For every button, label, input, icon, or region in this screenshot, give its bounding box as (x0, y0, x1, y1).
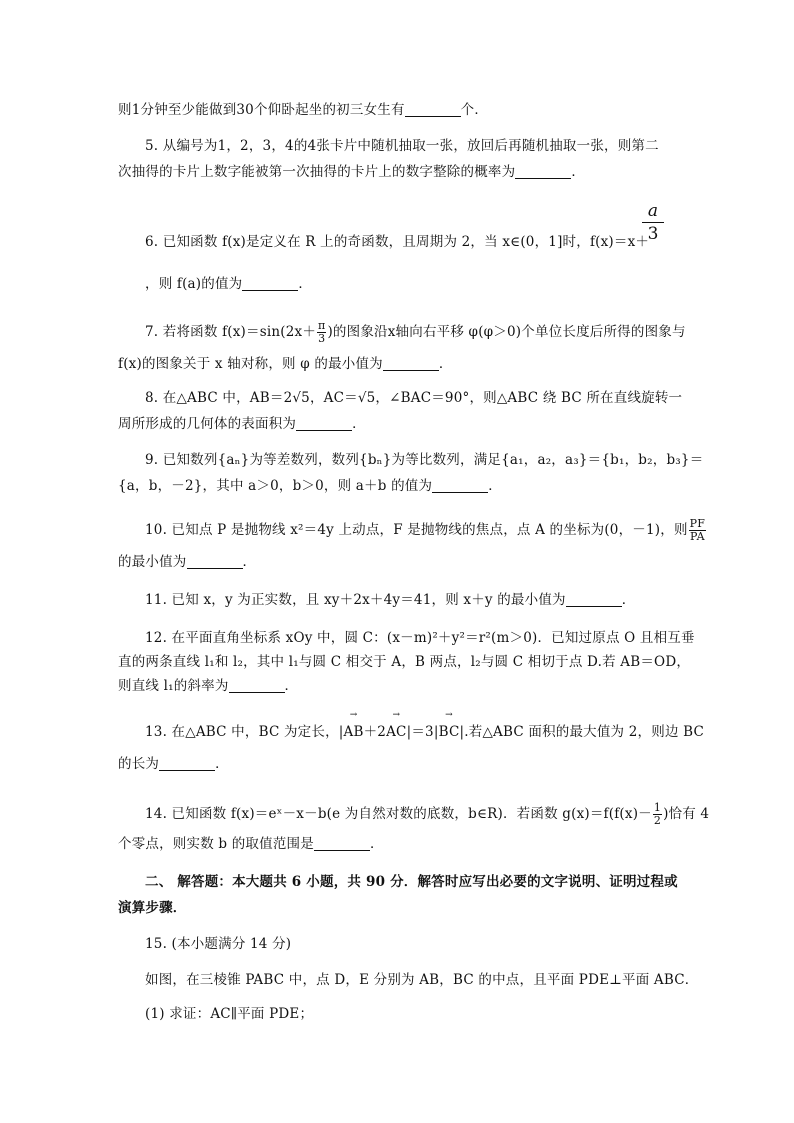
question-15-part-1: (1) 求证：AC∥平面 PDE； (145, 1006, 314, 1022)
question-15-stem: 如图，在三棱锥 PABC 中，点 D，E 分别为 AB，BC 的中点，且平面 PDE⊥平面 ABC． (145, 972, 699, 988)
answer-blank (187, 554, 243, 569)
answer-blank (432, 478, 488, 493)
section-2-heading-line-2: 演算步骤． (118, 900, 187, 916)
question-14-line-1: 14. 已知函数 f(x)＝eˣ－x－b(e 为自然对数的底数，b∈R)．若函数 g(x)＝f(f(x)－ $\frac{1}{2}$ )恰有 4 (145, 801, 710, 827)
question-5-line-2: 次抽得的卡片上数字能被第一次抽得的卡片上的数字整除的概率为 ． (118, 164, 586, 180)
vector-bc: → BC (439, 722, 460, 742)
question-7-fraction: $\frac{\pi}{3}$ (318, 319, 326, 345)
question-13-line-1: 13. 在△ABC 中，BC 为定长，|→ AB＋2→ AC|＝3|→ BC|.若△ABC 面积的最大值为 2，则边 BC (145, 722, 704, 742)
section-2-heading-line-1: 二、 解答题：本大题共 6 小题，共 90 分．解答时应写出必要的文字说明、证明过程或 (145, 874, 678, 890)
line-q4-end: 则1分钟至少能做到30个仰卧起坐的初三女生有 个． (118, 102, 489, 118)
answer-blank (405, 102, 461, 117)
question-12-line-1: 12. 在平面直角坐标系 xOy 中，圆 C：(x－m)²＋y²＝r²(m＞0)．已知过原点 O 且相互垂 (145, 630, 695, 646)
question-6-line-1: 6. 已知函数 f(x)是定义在 R 上的奇函数，且周期为 2，当 x∈(0，1]时，f(x)＝x＋ (145, 234, 650, 250)
question-15-title: 15. (本小题满分 14 分) (145, 936, 292, 952)
vector-ac: → AC (386, 722, 406, 742)
question-14-line-2: 个零点，则实数 b 的取值范围是 ． (118, 836, 384, 852)
question-7-line-1: 7. 若将函数 f(x)＝sin(2x＋ $\frac{\pi}{3}$ )的图象沿x轴向右平移 φ(φ＞0)个单位长度后所得的图象与 (145, 319, 686, 345)
vector-ab: → AB (344, 722, 364, 742)
answer-blank (229, 678, 285, 693)
question-14-fraction: $\frac{1}{2}$ (653, 801, 662, 827)
question-13-line-2: 的长为 ． (118, 756, 229, 772)
answer-blank (515, 164, 571, 179)
question-9-line-1: 9. 已知数列{aₙ}为等差数列，数列{bₙ}为等比数列，满足{a₁，a₂，a₃}＝{b₁，b₂，b₃}＝ (145, 452, 704, 468)
question-8-line-2: 周所形成的几何体的表面积为 ． (118, 416, 366, 432)
answer-blank (566, 592, 622, 607)
question-11-line: 11. 已知 x，y 为正实数，且 xy＋2x＋4y＝41，则 x＋y 的最小值为 ． (145, 592, 636, 608)
question-10-line-1: 10. 已知点 P 是抛物线 x²＝4y 上动点，F 是抛物线的焦点，点 A 的坐标为(0，－1)，则 $\frac{PF}{PA}$ (145, 517, 706, 543)
answer-blank (296, 416, 352, 431)
question-8-line-1: 8. 在△ABC 中，AB＝2√5，AC＝√5，∠BAC＝90°，则△ABC 绕 BC 所在直线旋转一 (145, 390, 683, 406)
question-9-line-2: {a，b，－2}，其中 a＞0，b＞0，则 a＋b 的值为 ． (118, 478, 502, 494)
question-10-fraction: $\frac{PF}{PA}$ (689, 517, 706, 543)
question-7-line-2: f(x)的图象关于 x 轴对称，则 φ 的最小值为 ． (118, 356, 453, 372)
question-6-fraction: $\frac{a}{3}$ (642, 200, 664, 245)
question-12-line-2: 直的两条直线 l₁和 l₂，其中 l₁与圆 C 相交于 A，B 两点，l₂与圆 C 相切于点 D.若 AB＝OD， (118, 654, 691, 670)
answer-blank (314, 836, 370, 851)
answer-blank (242, 276, 298, 291)
answer-blank (159, 756, 215, 771)
question-12-line-3: 则直线 l₁的斜率为 ． (118, 678, 299, 694)
question-10-line-2: 的最小值为 ． (118, 554, 257, 570)
question-5-line-1: 5. 从编号为1，2，3，4的4张卡片中随机抽取一张，放回后再随机抽取一张，则第二 (145, 138, 659, 154)
answer-blank (383, 356, 439, 371)
question-6-line-2: ，则 f(a)的值为 ． (145, 276, 313, 292)
